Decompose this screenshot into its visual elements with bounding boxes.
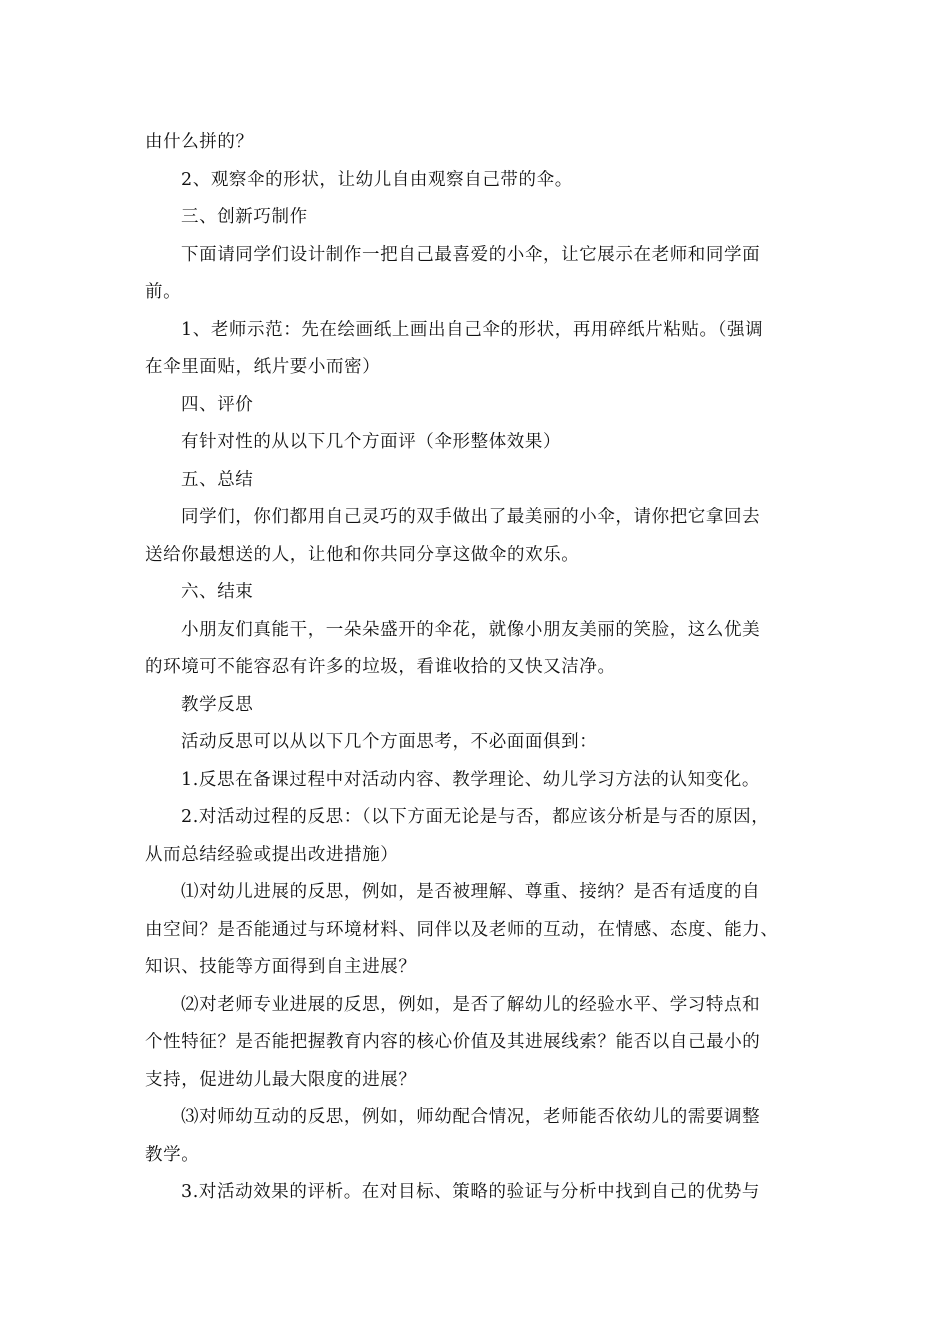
text-line: 由空间？是否能通过与环境材料、同伴以及老师的互动，在情感、态度、能力、 [145, 919, 779, 940]
text-line: 教学反思 [181, 694, 254, 715]
text-line: ⑶对师幼互动的反思，例如，师幼配合情况，老师能否依幼儿的需要调整 [181, 1107, 761, 1127]
text-line: 的环境可不能容忍有许多的垃圾，看谁收拾的又快又洁净。 [145, 657, 616, 677]
text-line: ⑵对老师专业进展的反思，例如，是否了解幼儿的经验水平、学习特点和 [181, 994, 761, 1015]
text-line: 2.对活动过程的反思：（以下方面无论是与否，都应该分析是与否的原因， [181, 807, 770, 827]
text-line: 五、总结 [181, 469, 254, 490]
text-line: 前。 [145, 282, 182, 302]
text-line: 在伞里面贴，纸片要小而密） [145, 357, 381, 377]
text-line: 3.对活动效果的评析。在对目标、策略的验证与分析中找到自己的优势与 [181, 1182, 760, 1202]
text-line: 送给你最想送的人，让他和你共同分享这做伞的欢乐。 [145, 544, 580, 565]
text-line: 小朋友们真能干，一朵朵盛开的伞花，就像小朋友美丽的笑脸，这么优美 [181, 619, 761, 640]
text-line: 从而总结经验或提出改进措施） [145, 844, 399, 865]
text-line: 下面请同学们设计制作一把自己最喜爱的小伞，让它展示在老师和同学面 [181, 244, 761, 265]
text-line: 支持，促进幼儿最大限度的进展？ [145, 1069, 417, 1090]
text-line: 四、评价 [181, 394, 254, 415]
text-line: 六、结束 [181, 582, 254, 602]
text-line: 1、老师示范：先在绘画纸上画出自己伞的形状，再用碎纸片粘贴。（强调 [181, 319, 764, 340]
text-line: 同学们，你们都用自己灵巧的双手做出了最美丽的小伞，请你把它拿回去 [181, 507, 761, 527]
document-body [145, 124, 805, 1212]
text-line: 教学。 [145, 1144, 200, 1165]
text-line: 有针对性的从以下几个方面评（伞形整体效果） [181, 432, 562, 452]
text-line: 活动反思可以从以下几个方面思考，不必面面俱到： [181, 732, 598, 752]
text-line: 1.反思在备课过程中对活动内容、教学理论、幼儿学习方法的认知变化。 [181, 769, 760, 790]
text-line: 知识、技能等方面得到自主进展？ [145, 957, 417, 977]
text-line: ⑴对幼儿进展的反思，例如，是否被理解、尊重、接纳？是否有适度的自 [181, 882, 761, 902]
text-line: 由什么拼的？ [145, 132, 254, 152]
text-line: 三、创新巧制作 [181, 207, 308, 227]
text-line: 个性特征？是否能把握教育内容的核心价值及其进展线索？能否以自己最小的 [145, 1032, 761, 1052]
text-line: 2、观察伞的形状，让幼儿自由观察自己带的伞。 [181, 169, 573, 190]
